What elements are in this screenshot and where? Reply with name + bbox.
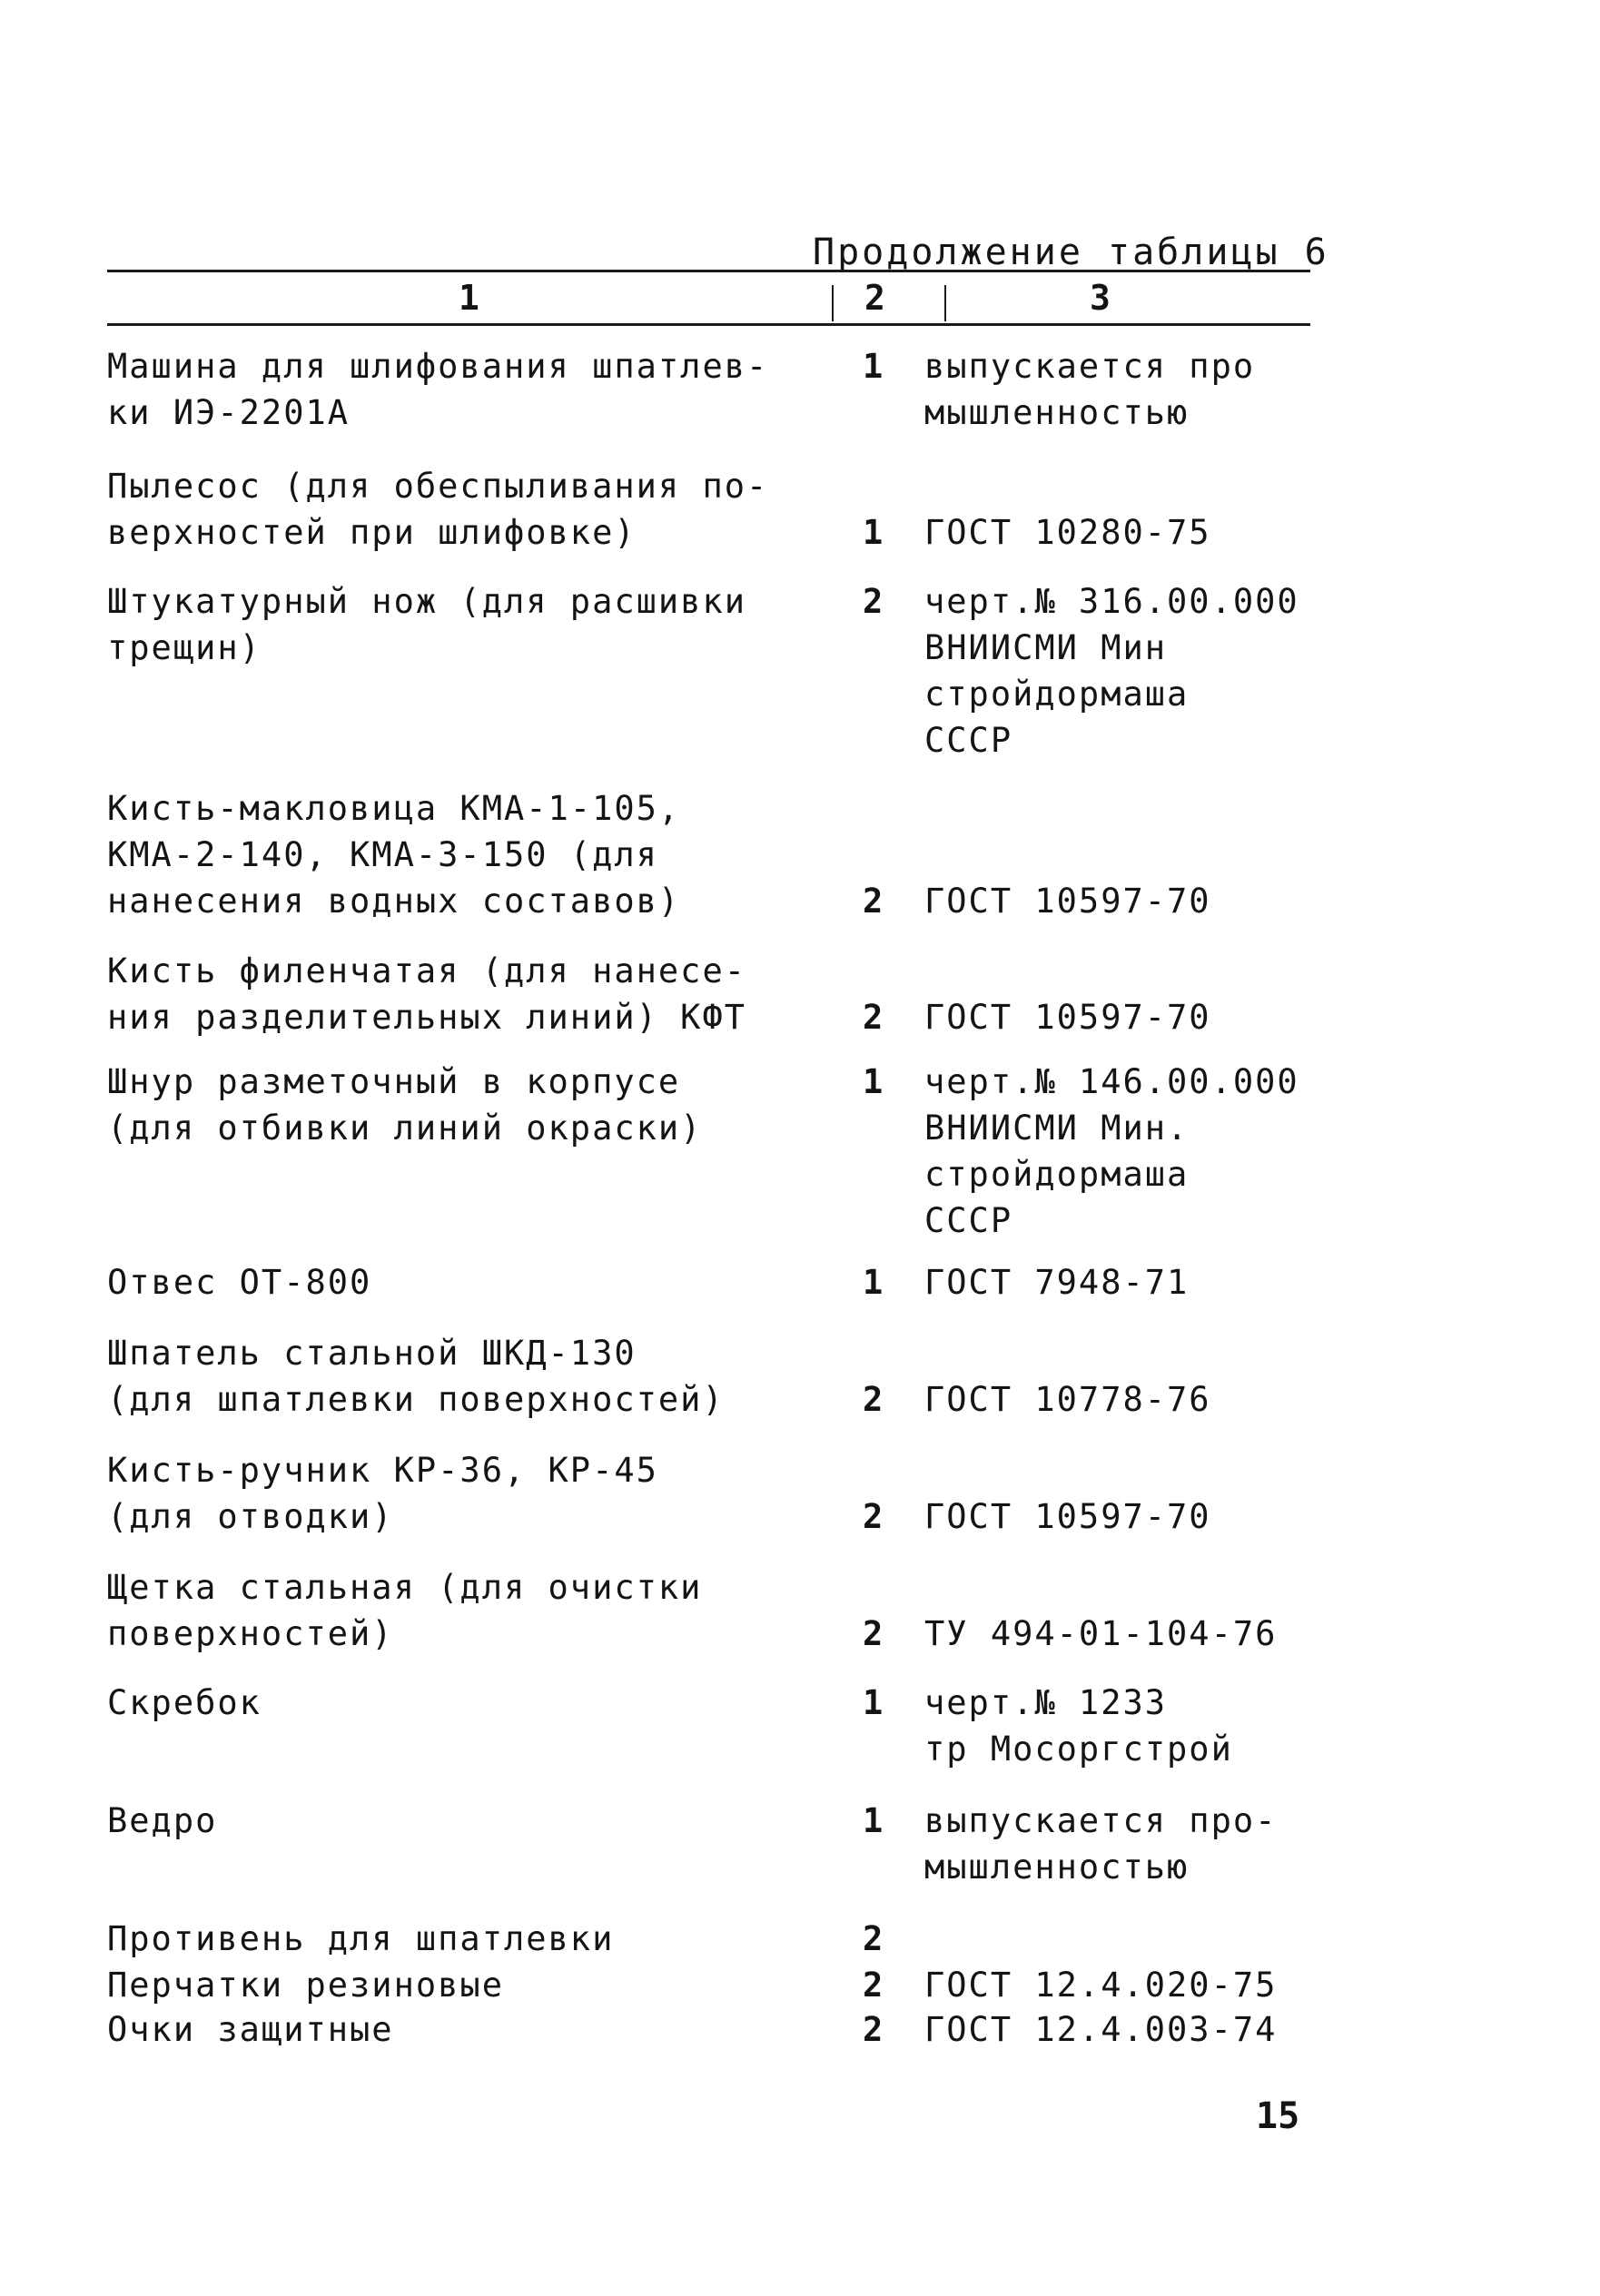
- table-row: [107, 2006, 1315, 2049]
- table-row: [107, 1447, 1315, 1536]
- item-quantity: 2: [863, 1614, 885, 1653]
- table-row: [107, 463, 1315, 552]
- item-name: Очки защитные: [107, 2010, 394, 2049]
- item-name: Отвес ОТ-800: [107, 1263, 372, 1302]
- item-name: Щетка стальная (для очистки поверхностей): [107, 1568, 703, 1653]
- item-reference: ГОСТ 10280-75: [924, 513, 1211, 552]
- item-name: Шнур разметочный в корпусе (для отбивки линий окраски): [107, 1062, 703, 1148]
- item-reference: выпускается про мышленностью: [924, 347, 1256, 432]
- item-quantity: 2: [863, 998, 885, 1037]
- item-name: Перчатки резиновые: [107, 1966, 504, 2005]
- item-name: Машина для шлифования шпатлев- ки ИЭ-2201А: [107, 347, 769, 432]
- item-reference: ГОСТ 10597-70: [924, 998, 1211, 1037]
- page-number: 15: [1256, 2095, 1300, 2137]
- item-name: Кисть-ручник КР-36, КР-45 (для отводки): [107, 1451, 658, 1536]
- column-separator: [832, 285, 834, 321]
- item-reference: выпускается про- мышленностью: [924, 1801, 1278, 1887]
- table-row: [107, 1916, 1315, 1958]
- table-row: [107, 948, 1315, 1037]
- item-name: Пылесос (для обеспыливания по- верхностей при шлифовке): [107, 467, 769, 552]
- item-quantity: 1: [863, 513, 885, 552]
- item-quantity: 1: [863, 1062, 885, 1101]
- item-name: Противень для шпатлевки: [107, 1919, 615, 1958]
- item-quantity: 2: [863, 1919, 885, 1958]
- item-quantity: 1: [863, 1263, 885, 1302]
- item-reference: черт.№ 146.00.000 ВНИИСМИ Мин. стройдормаша СССР: [924, 1062, 1299, 1240]
- item-reference: ТУ 494-01-104-76: [924, 1614, 1278, 1653]
- column-number-1: 1: [459, 278, 479, 318]
- table-caption: Продолжение таблицы 6: [813, 232, 1329, 273]
- table-row: [107, 785, 1315, 921]
- item-name: Штукатурный нож (для расшивки трещин): [107, 582, 747, 667]
- table-row: [107, 1564, 1315, 1653]
- item-quantity: 1: [863, 347, 885, 386]
- item-name: Ведро: [107, 1801, 218, 1840]
- item-quantity: 2: [863, 2010, 885, 2049]
- item-reference: черт.№ 1233 тр Мосоргстрой: [924, 1683, 1233, 1769]
- table-header-rule: [107, 323, 1310, 326]
- item-quantity: 2: [863, 1497, 885, 1536]
- item-reference: черт.№ 316.00.000 ВНИИСМИ Мин стройдормаша СССР: [924, 582, 1299, 760]
- item-name: Кисть-макловица КМА-1-105, КМА-2-140, КМА-3-150 (для нанесения водных составов): [107, 789, 681, 921]
- table-top-rule: [107, 270, 1310, 272]
- item-reference: ГОСТ 12.4.020-75: [924, 1966, 1278, 2005]
- table-row: [107, 1330, 1315, 1419]
- item-quantity: 1: [863, 1683, 885, 1722]
- table-row: [107, 578, 1315, 760]
- item-quantity: 2: [863, 1966, 885, 2005]
- item-name: Шпатель стальной ШКД-130 (для шпатлевки поверхностей): [107, 1334, 725, 1419]
- item-reference: ГОСТ 10778-76: [924, 1380, 1211, 1419]
- column-number-3: 3: [1090, 278, 1111, 318]
- column-number-2: 2: [864, 278, 885, 318]
- column-separator: [944, 285, 946, 321]
- item-quantity: 2: [863, 582, 885, 621]
- item-quantity: 2: [863, 882, 885, 921]
- table-row: [107, 1259, 1315, 1302]
- item-reference: ГОСТ 10597-70: [924, 1497, 1211, 1536]
- item-quantity: 2: [863, 1380, 885, 1419]
- item-quantity: 1: [863, 1801, 885, 1840]
- item-reference: ГОСТ 7948-71: [924, 1263, 1190, 1302]
- item-name: Кисть филенчатая (для нанесе- ния разделительных линий) КФТ: [107, 951, 747, 1037]
- item-reference: ГОСТ 10597-70: [924, 882, 1211, 921]
- table-row: [107, 343, 1315, 432]
- table-row: [107, 1962, 1315, 2005]
- item-name: Скребок: [107, 1683, 262, 1722]
- item-reference: ГОСТ 12.4.003-74: [924, 2010, 1278, 2049]
